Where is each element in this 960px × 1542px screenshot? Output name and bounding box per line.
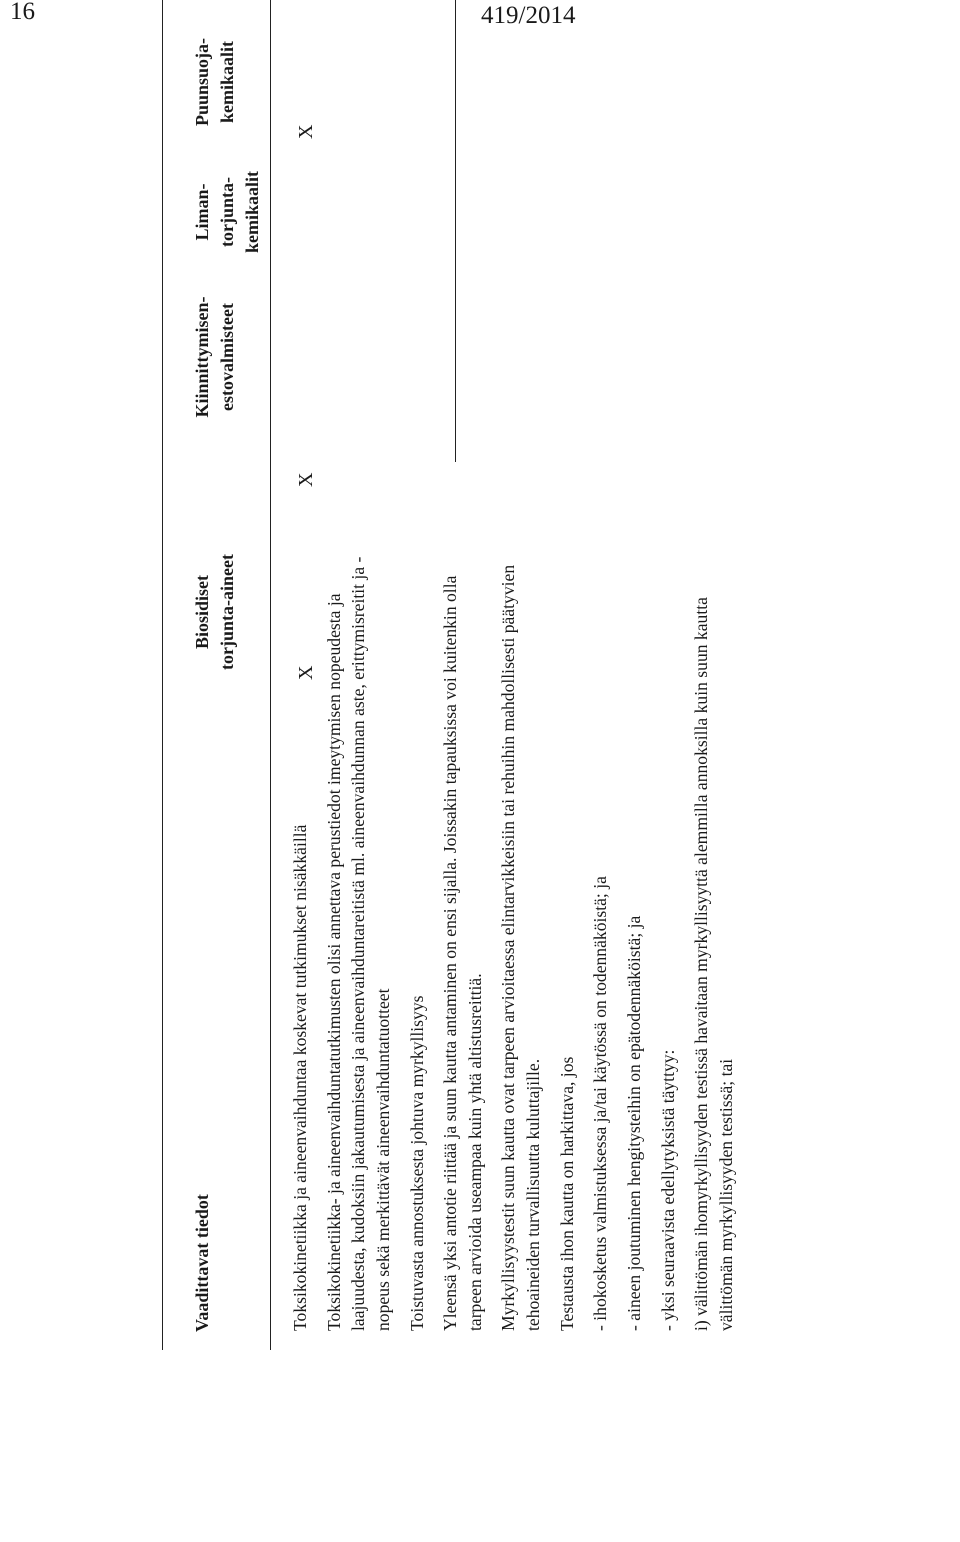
- header-required-data: Vaadittavat tiedot: [192, 1194, 212, 1332]
- table-top-rule: [162, 0, 163, 1350]
- paragraph: Toistuvasta annostuksesta johtuva myrkyllisyys: [406, 995, 427, 1331]
- header-biocidal-products: Biosidiset torjunta-aineet: [192, 554, 238, 670]
- header-wood-preservatives: Puunsuoja- kemikaalit: [192, 37, 238, 127]
- paragraph: i) välittömän ihomyrkyllisyyden testissä havaitaan myrkyllisyyttä alemmilla annoksilla kuin suun kautta välittömän myrkyllisyyden testissä; tai: [691, 597, 736, 1331]
- table-bottom-rule: [455, 0, 456, 462]
- paragraph: Toksikokinetiikka- ja aineenvaihduntatutkimusten olisi annettava perustiedot imeytymisen nopeudesta ja laajuudesta, kudoksiin jakautumisesta ja aineenvaihduntareitistä ml. aineenvaihdunnan aste, erittymisreitit ja -nopeus sekä merkittävät aineenvaihduntatuotteet: [323, 556, 393, 1331]
- requirements-body: [288, 531, 747, 1331]
- header-slimicides: Liman- torjunta- kemikaalit: [192, 171, 263, 254]
- row1-mark-antifouling: X: [295, 472, 317, 487]
- page-number: 16: [10, 0, 35, 25]
- paragraph: Yleensä yksi antotie riittää ja suun kautta antaminen on ensi sijalla. Joissakin tapauksissa voi kuitenkin olla tarpeen arvioida useampaa kuin yhtä altistusreittiä.: [440, 575, 485, 1331]
- paragraph: - aineen joutuminen hengitysteihin on epätodennäköistä; ja: [623, 915, 644, 1331]
- paragraph: Toksikokinetiikka ja aineenvaihduntaa koskevat tutkimukset nisäkkäillä: [290, 824, 310, 1331]
- table-header-rule: [270, 0, 271, 1350]
- row1-mark-wood-preservatives: X: [295, 124, 317, 139]
- paragraph: - yksi seuraavista edellytyksistä täyttyy:: [657, 1049, 678, 1331]
- row1-mark-biocidal: X: [295, 665, 317, 680]
- document-reference: 419/2014: [481, 2, 576, 29]
- header-antifouling-products: Kiinnittymisen- estovalmisteet: [192, 296, 238, 418]
- paragraph: Testausta ihon kautta on harkittava, jos: [556, 1056, 577, 1331]
- paragraph: - ihokosketus valmistuksessa ja/tai käytössä on todennäköistä; ja: [590, 876, 611, 1331]
- paragraph: Myrkyllisyystestit suun kautta ovat tarpeen arvioitaessa elintarvikkeisiin tai rehuihin mahdollisesti päätyvien tehoaineiden turvallisuutta kuluttajille.: [498, 564, 543, 1331]
